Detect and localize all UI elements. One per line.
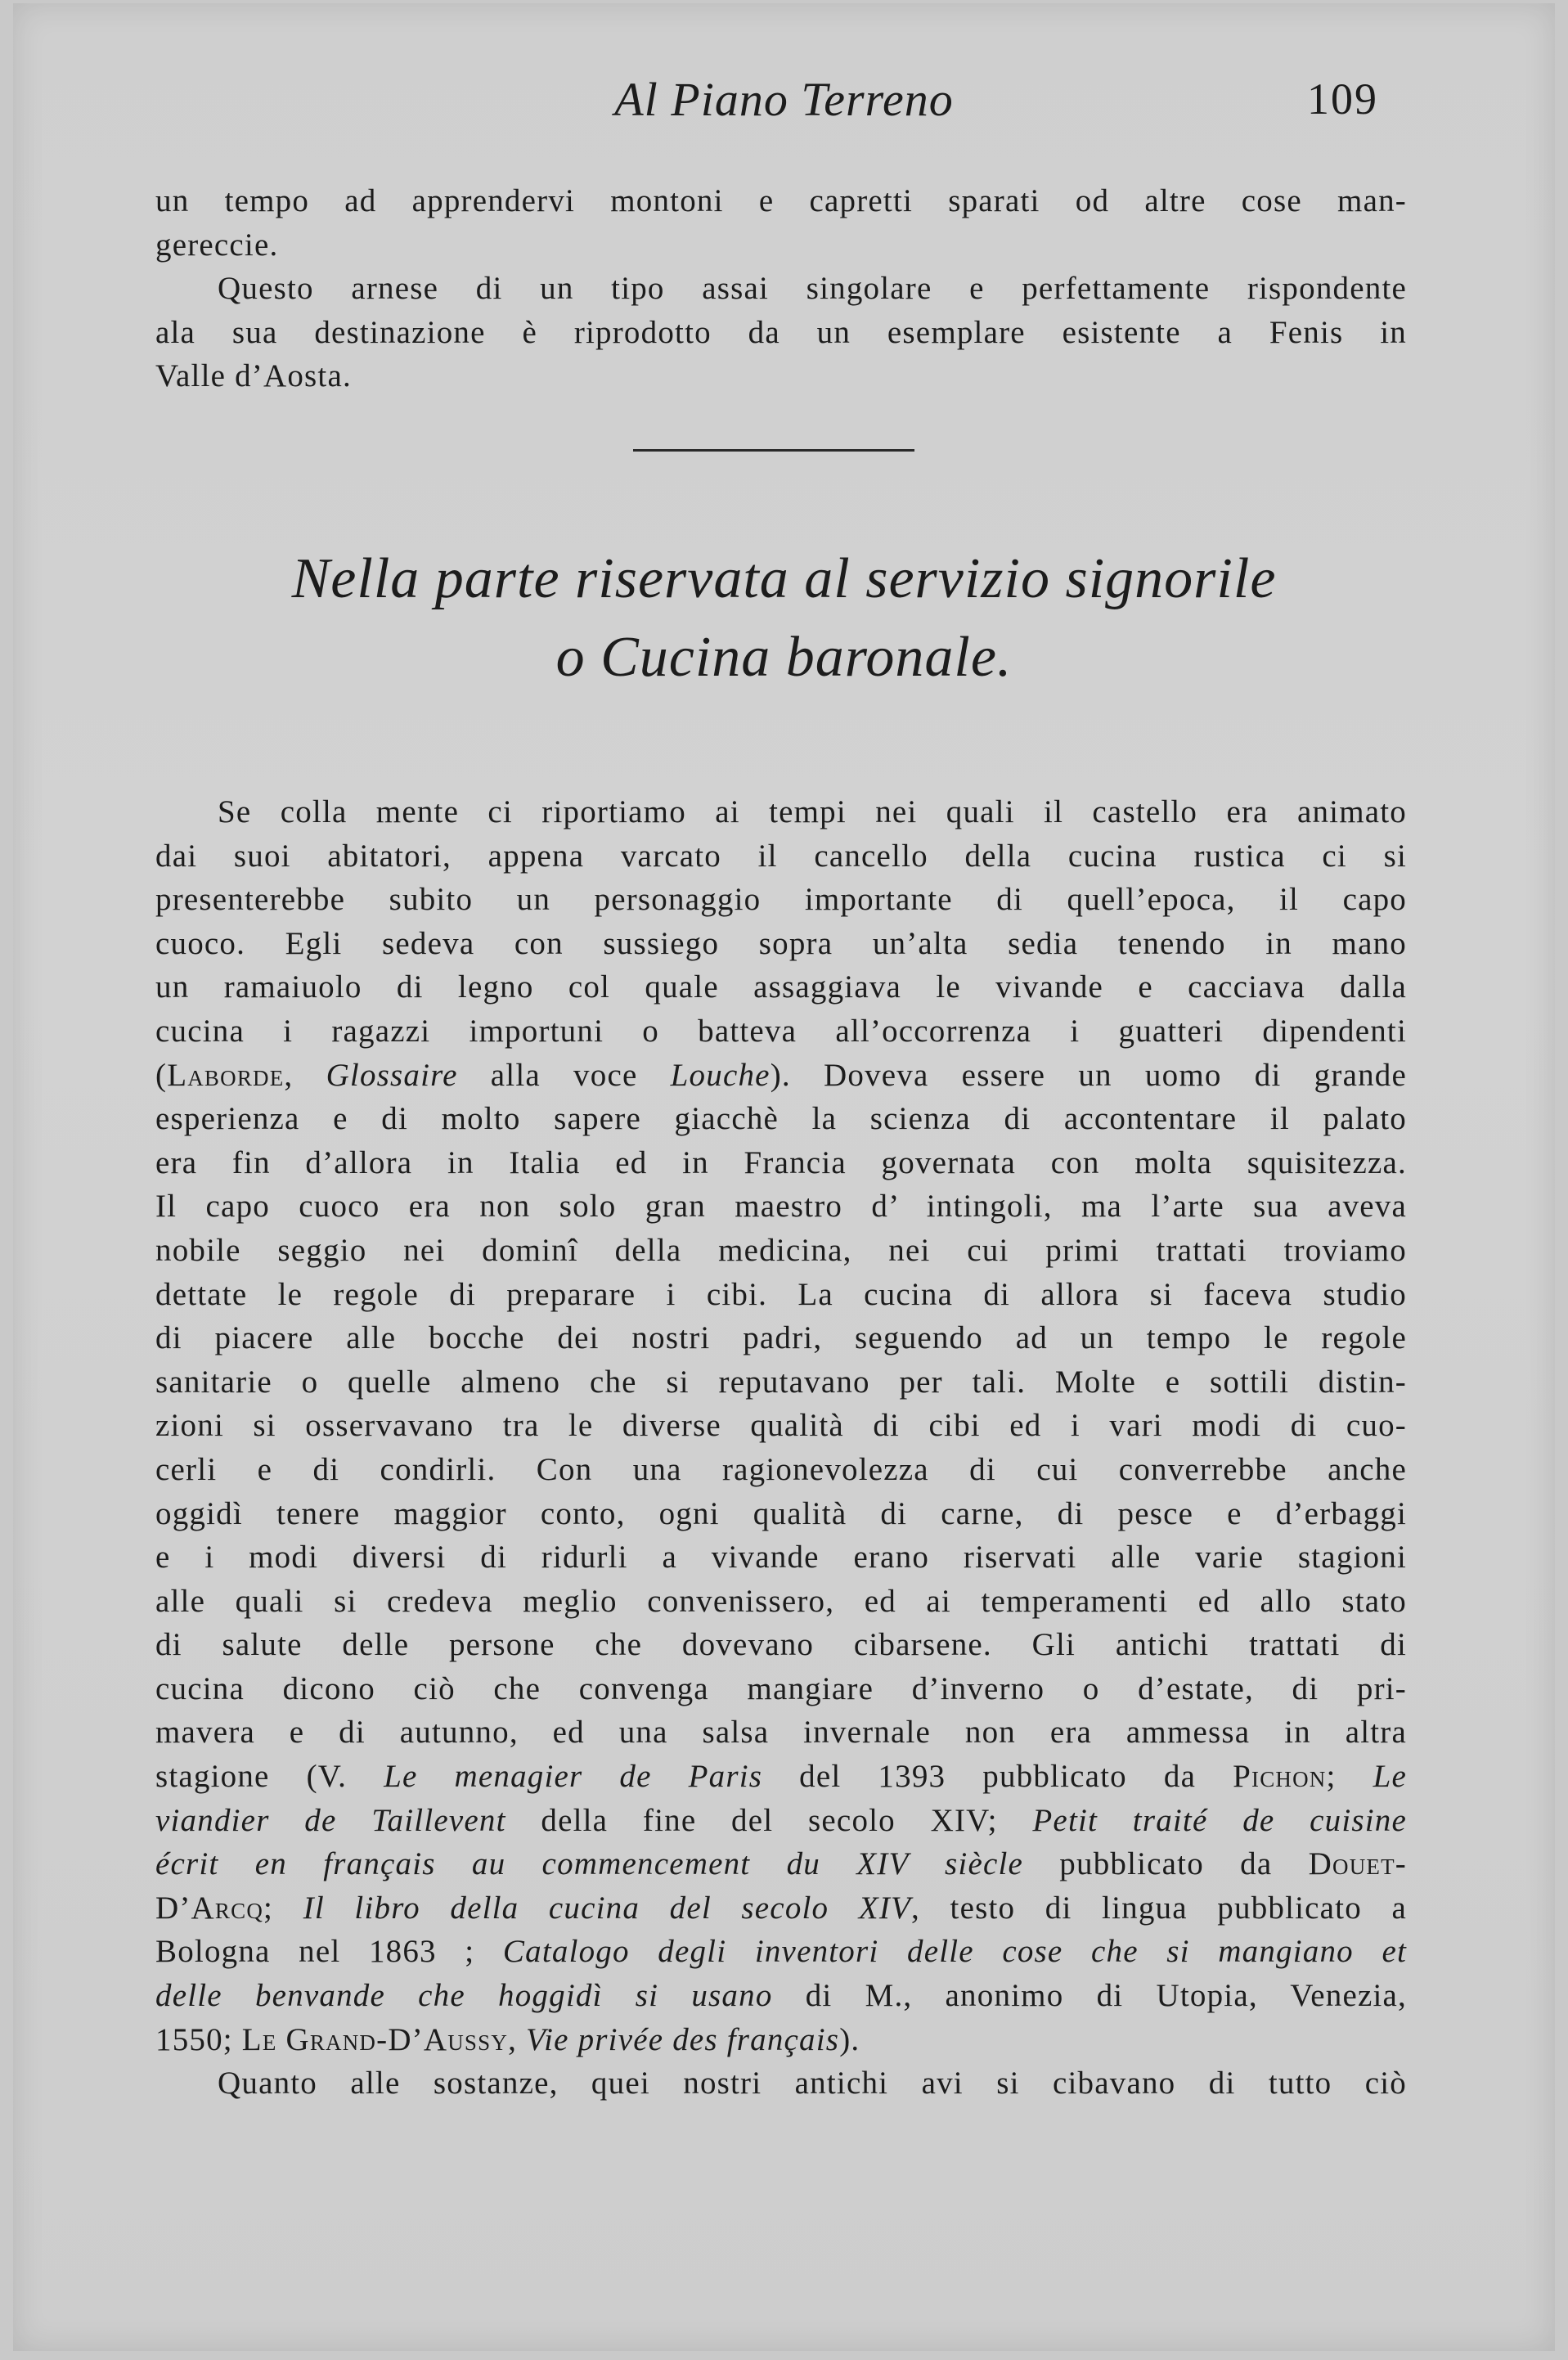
text-run: di M., anonimo di Utopia, Venezia, xyxy=(772,1978,1408,2014)
running-head xyxy=(0,72,1568,137)
section-rule xyxy=(633,449,914,452)
text-line: cerli e di condirli. Con una ragionevolezza di cui converrebbe anche xyxy=(155,1451,1407,1487)
text-line: cuoco. Egli sedeva con sussiego sopra un’alta sedia tenendo in mano xyxy=(155,925,1407,961)
section-heading-line: Nella parte riservata al servizio signorile xyxy=(291,547,1277,610)
text-run: del 1393 pubblicato da xyxy=(762,1759,1233,1795)
text-run: , testo di lingua pubblicato a xyxy=(911,1890,1407,1926)
text-line: zioni si osservavano tra le diverse qualità di cibi ed i vari modi di cuo- xyxy=(155,1408,1407,1444)
author-name: D’Arcq xyxy=(155,1890,264,1926)
text-run: Bologna nel 1863 ; xyxy=(155,1934,503,1970)
text-run: della fine del secolo XIV; xyxy=(505,1802,1033,1838)
text-run: ; xyxy=(263,1890,303,1926)
book-title: Le menagier de Paris xyxy=(384,1759,763,1795)
book-title: écrit en français au commencement du XIV siècle xyxy=(155,1846,1024,1882)
book-title: Catalogo degli inventori delle cose che si mangiano et xyxy=(502,1934,1407,1970)
text-line: oggidì tenere maggior conto, ogni qualità di carne, di pesce e d’erbaggi xyxy=(155,1495,1407,1531)
text-line xyxy=(155,2018,1407,2062)
text-line xyxy=(155,1755,1407,1799)
text-run: 1550; xyxy=(155,2021,242,2057)
text-line: presenterebbe subito un personaggio importante di quell’epoca, il capo xyxy=(155,882,1407,918)
book-title: Petit traité de cuisine xyxy=(1032,1802,1408,1838)
text-line xyxy=(155,1930,1407,1974)
main-paragraph xyxy=(155,790,1407,2106)
text-line: Quanto alle sostanze, quei nostri antichi avi si cibavano di tutto ciò xyxy=(218,2066,1407,2102)
text-run: , xyxy=(284,1057,326,1093)
text-line xyxy=(155,1799,1407,1843)
text-line: un tempo ad apprendervi montoni e capretti sparati od altre cose man- xyxy=(155,183,1407,218)
text-run: stagione (V. xyxy=(155,1759,384,1795)
intro-paragraph xyxy=(155,179,1407,398)
text-run: ). Doveva essere un uomo di grande xyxy=(770,1057,1407,1093)
text-run: pubblicato da xyxy=(1023,1846,1309,1882)
text-run: alla voce xyxy=(457,1057,671,1093)
text-line: gereccie. xyxy=(155,227,279,263)
book-title: delle benvande che hoggidì si usano xyxy=(155,1978,773,2014)
text-line: di salute delle persone che dovevano cibarsene. Gli antichi trattati di xyxy=(155,1627,1407,1663)
author-name: Laborde xyxy=(167,1057,285,1093)
text-run: ( xyxy=(155,1057,168,1093)
text-line: sanitarie o quelle almeno che si reputavano per tali. Molte e sottili distin- xyxy=(155,1364,1407,1400)
text-line xyxy=(155,1886,1407,1931)
text-line xyxy=(155,1054,1407,1098)
book-title: Le xyxy=(1373,1759,1407,1795)
author-name: Pichon xyxy=(1233,1759,1327,1795)
text-line: di piacere alle bocche dei nostri padri, seguendo ad un tempo le regole xyxy=(155,1320,1407,1356)
text-run: ; xyxy=(1326,1759,1373,1795)
author-name: Le Grand-D’Aussy xyxy=(241,2021,509,2057)
section-heading-line: o Cucina baronale. xyxy=(555,626,1013,689)
section-heading xyxy=(0,540,1568,697)
book-title: Vie privée des français xyxy=(525,2021,840,2057)
text-run: ). xyxy=(839,2021,860,2057)
text-line: dettate le regole di preparare i cibi. La cucina di allora si faceva studio xyxy=(155,1276,1407,1312)
text-line: nobile seggio nei dominî della medicina, nei cui primi trattati troviamo xyxy=(155,1232,1407,1268)
text-line: Se colla mente ci riportiamo ai tempi nei quali il castello era animato xyxy=(218,794,1407,829)
text-line: cucina i ragazzi importuni o batteva all’occorrenza i guatteri dipendenti xyxy=(155,1013,1407,1049)
text-line: alle quali si credeva meglio convenissero, ed ai temperamenti ed allo stato xyxy=(155,1583,1407,1619)
text-line: dai suoi abitatori, appena varcato il cancello della cucina rustica ci si xyxy=(155,838,1407,874)
running-title: Al Piano Terreno xyxy=(614,73,954,126)
text-line xyxy=(155,1842,1407,1886)
book-title: Il libro della cucina del secolo XIV xyxy=(303,1890,912,1926)
text-line: era fin d’allora in Italia ed in Francia governata con molta squisitezza. xyxy=(155,1144,1407,1180)
author-name: Douet- xyxy=(1308,1846,1407,1882)
text-line: Il capo cuoco era non solo gran maestro d’ intingoli, ma l’arte sua aveva xyxy=(155,1189,1407,1225)
text-line: ala sua destinazione è riprodotto da un esemplare esistente a Fenis in xyxy=(155,314,1407,350)
book-title: Glossaire xyxy=(326,1057,458,1093)
text-line: esperienza e di molto sapere giacchè la scienza di accontentare il palato xyxy=(155,1101,1407,1137)
book-title: viandier de Taillevent xyxy=(155,1802,506,1838)
text-line: e i modi diversi di ridurli a vivande erano riservati alle varie stagioni xyxy=(155,1540,1407,1576)
text-line: mavera e di autunno, ed una salsa invernale non era ammessa in altra xyxy=(155,1715,1407,1751)
page-number: 109 xyxy=(1307,74,1378,124)
text-line: cucina dicono ciò che convenga mangiare d’inverno o d’estate, di pri- xyxy=(155,1670,1407,1706)
term: Louche xyxy=(670,1057,771,1093)
text-run: , xyxy=(508,2021,526,2057)
text-line: un ramaiuolo di legno col quale assaggiava le vivande e cacciava dalla xyxy=(155,969,1407,1005)
text-line: Valle d’Aosta. xyxy=(155,358,352,394)
text-line xyxy=(155,1974,1407,2018)
text-line: Questo arnese di un tipo assai singolare e perfettamente rispondente xyxy=(218,271,1407,307)
